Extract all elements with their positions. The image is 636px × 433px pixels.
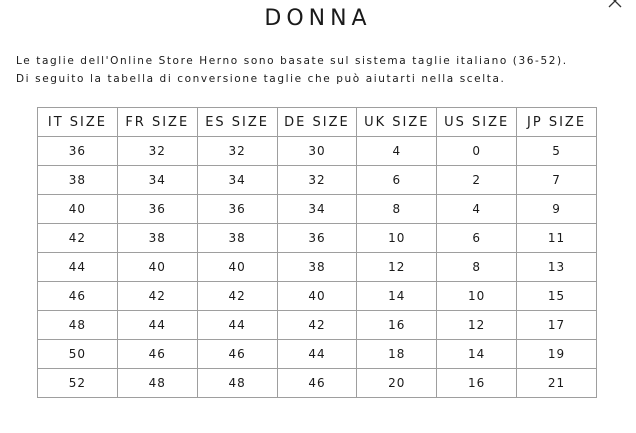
table-cell: 6 [357,166,437,195]
table-cell: 32 [277,166,357,195]
table-cell: 14 [357,282,437,311]
table-cell: 48 [197,369,277,398]
table-cell: 5 [517,137,597,166]
table-row [38,224,597,253]
table-header-row [38,108,597,137]
table-cell: 16 [357,311,437,340]
table-cell: 40 [117,253,197,282]
table-cell: 11 [517,224,597,253]
table-cell: 10 [437,282,517,311]
table-cell: 44 [197,311,277,340]
table-cell: 48 [38,311,118,340]
table-cell: 40 [277,282,357,311]
table-cell: 7 [517,166,597,195]
table-cell: 36 [38,137,118,166]
intro-line: Di seguito la tabella di conversione taglie che può aiutarti nella scelta. [16,73,506,85]
table-cell: 20 [357,369,437,398]
table-cell: 16 [437,369,517,398]
table-cell: 8 [357,195,437,224]
table-row [38,282,597,311]
table-cell: 46 [38,282,118,311]
table-cell: 40 [38,195,118,224]
table-cell: 4 [437,195,517,224]
page-title: DONNA [264,6,372,31]
table-cell: 52 [38,369,118,398]
table-cell: 38 [38,166,118,195]
column-header: US SIZE [437,108,517,137]
table-cell: 46 [277,369,357,398]
table-cell: 2 [437,166,517,195]
table-cell: 50 [38,340,118,369]
table-row [38,137,597,166]
table-cell: 44 [38,253,118,282]
table-row [38,340,597,369]
table-cell: 36 [117,195,197,224]
column-header: JP SIZE [517,108,597,137]
table-cell: 36 [197,195,277,224]
size-conversion-table [37,107,597,398]
table-cell: 15 [517,282,597,311]
table-cell: 42 [117,282,197,311]
table-cell: 38 [277,253,357,282]
column-header: FR SIZE [117,108,197,137]
table-row [38,195,597,224]
table-cell: 13 [517,253,597,282]
table-cell: 0 [437,137,517,166]
table-cell: 18 [357,340,437,369]
column-header: IT SIZE [38,108,118,137]
table-cell: 34 [117,166,197,195]
intro-text [16,52,626,88]
table-cell: 36 [277,224,357,253]
table-cell: 38 [197,224,277,253]
table-cell: 14 [437,340,517,369]
table-row [38,311,597,340]
table-cell: 38 [117,224,197,253]
table-cell: 42 [197,282,277,311]
table-cell: 46 [117,340,197,369]
table-cell: 19 [517,340,597,369]
table-cell: 12 [357,253,437,282]
table-cell: 34 [277,195,357,224]
table-cell: 48 [117,369,197,398]
table-cell: 32 [117,137,197,166]
table-cell: 42 [38,224,118,253]
table-row [38,369,597,398]
table-cell: 30 [277,137,357,166]
table-cell: 4 [357,137,437,166]
table-cell: 40 [197,253,277,282]
table-cell: 8 [437,253,517,282]
table-cell: 6 [437,224,517,253]
column-header: UK SIZE [357,108,437,137]
table-cell: 21 [517,369,597,398]
table-cell: 46 [197,340,277,369]
table-cell: 42 [277,311,357,340]
table-cell: 17 [517,311,597,340]
column-header: DE SIZE [277,108,357,137]
table-row [38,253,597,282]
table-cell: 9 [517,195,597,224]
table-cell: 34 [197,166,277,195]
table-cell: 32 [197,137,277,166]
table-cell: 44 [117,311,197,340]
column-header: ES SIZE [197,108,277,137]
table-row [38,166,597,195]
intro-line: Le taglie dell'Online Store Herno sono basate sul sistema taglie italiano (36-52). [16,55,568,67]
table-cell: 12 [437,311,517,340]
table-cell: 10 [357,224,437,253]
table-cell: 44 [277,340,357,369]
